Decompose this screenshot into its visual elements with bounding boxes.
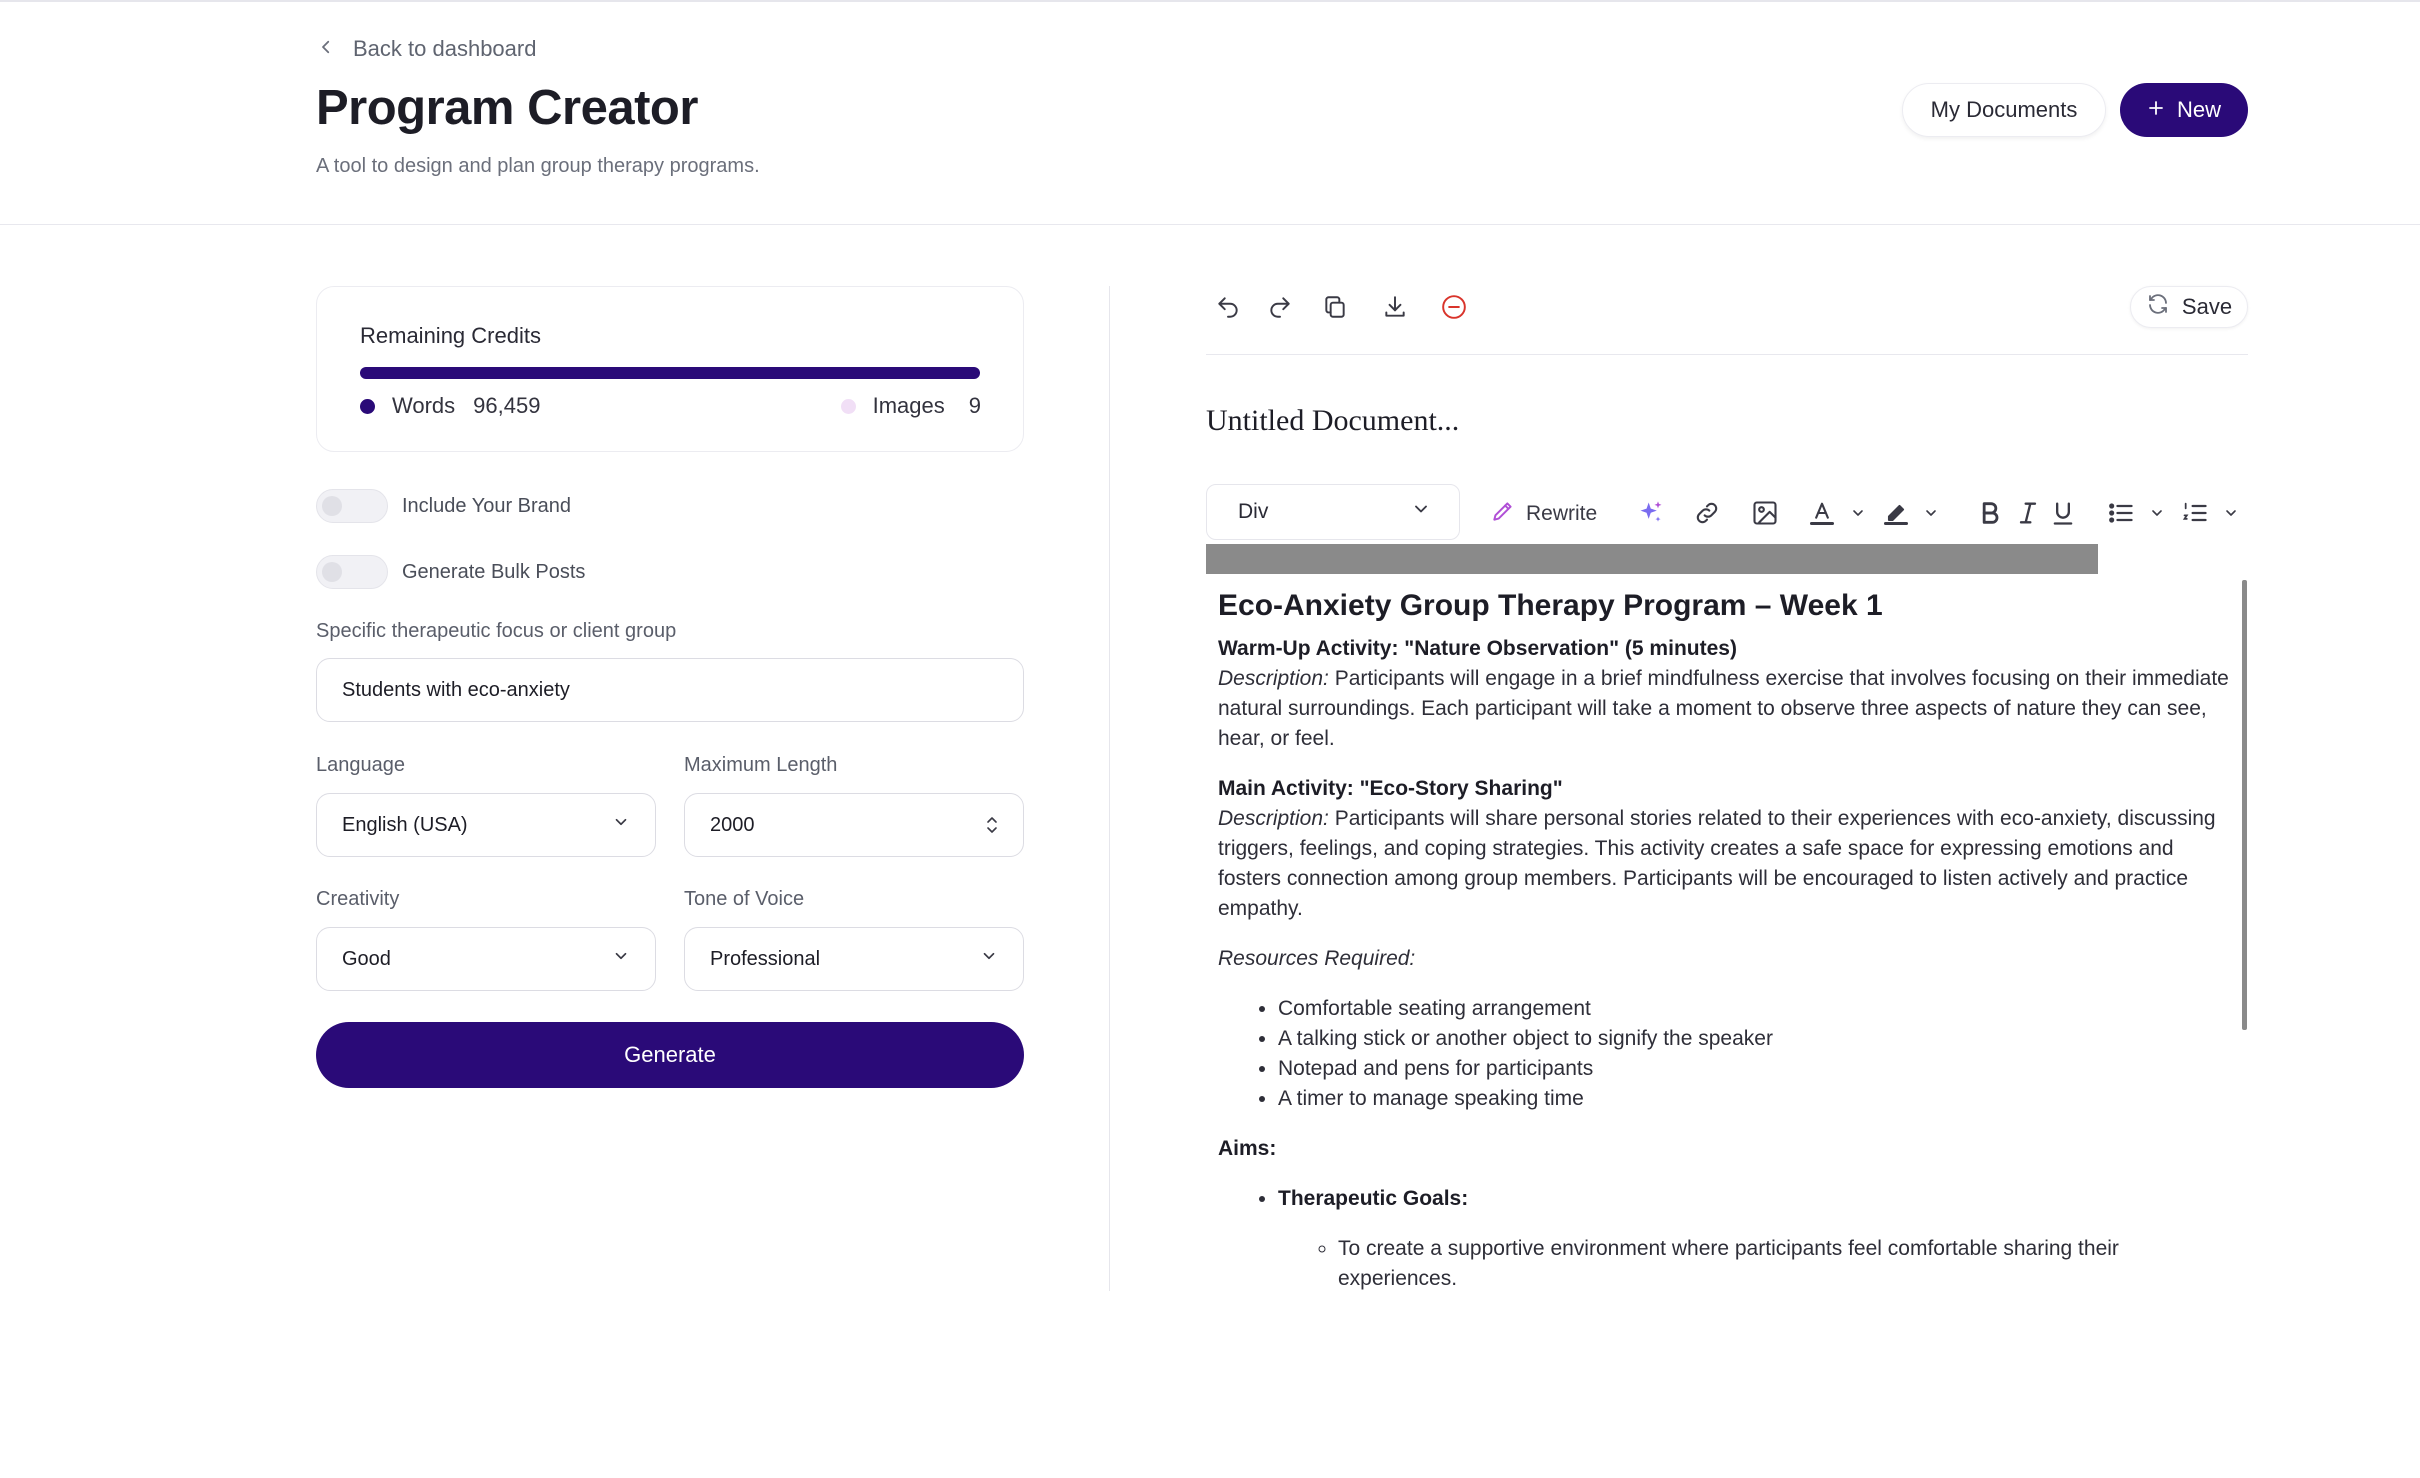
editor-scrollbar[interactable]: [2242, 580, 2247, 1030]
list-item: • Notepad and pens for participants: [1278, 1054, 2236, 1084]
block-type-value: Div: [1238, 500, 1269, 523]
aims-label: Aims:: [1218, 1137, 1277, 1160]
creativity-select[interactable]: [316, 927, 656, 991]
my-documents-label: My Documents: [1930, 97, 2078, 122]
list-item: ◦ To create a supportive environment where participants feel comfortable sharing their experiences.: [1338, 1234, 2236, 1290]
text-color-icon[interactable]: [1808, 498, 1836, 528]
generate-label: Generate: [624, 1042, 716, 1067]
image-icon[interactable]: [1751, 498, 1779, 528]
text-color-chevron-down-icon[interactable]: [1850, 498, 1866, 528]
new-label: New: [2176, 97, 2221, 122]
tone-select[interactable]: [684, 927, 1024, 991]
bold-icon[interactable]: [1976, 498, 2004, 528]
plus-icon: [2147, 97, 2165, 123]
chevron-left-icon: [317, 36, 335, 62]
highlight-icon[interactable]: [1882, 498, 1910, 528]
credits-title: Remaining Credits: [360, 323, 541, 348]
focus-input[interactable]: [316, 658, 1024, 722]
tone-label: Tone of Voice: [684, 888, 805, 910]
new-document-button[interactable]: [2120, 83, 2248, 137]
warmup-description-label: Description:: [1218, 667, 1329, 690]
redo-icon[interactable]: [1265, 292, 1295, 322]
goals-list: [1338, 1234, 2236, 1290]
top-border: [0, 0, 2420, 2]
images-value: 9: [968, 393, 981, 418]
document-title[interactable]: Untitled Document...: [1206, 404, 1460, 437]
chevron-down-icon: [980, 947, 998, 971]
aims-heading: [1218, 1134, 2236, 1164]
toggle-knob: [322, 496, 342, 516]
max-length-value: 2000: [710, 813, 755, 836]
my-documents-button[interactable]: [1902, 83, 2106, 137]
resources-list: [1278, 994, 2236, 1114]
underline-icon[interactable]: [2049, 498, 2077, 528]
images-dot-icon: [841, 399, 856, 414]
save-label: Save: [2181, 294, 2233, 319]
resources-heading: [1218, 944, 2236, 974]
italic-icon[interactable]: [2014, 498, 2042, 528]
resources-label: Resources Required:: [1218, 947, 1416, 970]
chevron-down-icon: [612, 947, 630, 971]
refresh-icon: [2146, 292, 2170, 322]
bulk-posts-row: [316, 555, 585, 589]
include-brand-label: Include Your Brand: [402, 494, 572, 517]
language-value: English (USA): [342, 813, 468, 836]
numbered-list-icon[interactable]: [2181, 498, 2209, 528]
main-activity-paragraph: [1218, 774, 2236, 924]
toggle-knob: [322, 562, 342, 582]
bulk-posts-toggle[interactable]: [316, 555, 388, 589]
words-dot-icon: [360, 399, 375, 414]
include-brand-row: [316, 489, 571, 523]
rewrite-button[interactable]: [1490, 498, 1597, 530]
back-link-label: Back to dashboard: [353, 36, 537, 61]
main-activity-title: Main Activity: "Eco-Story Sharing": [1218, 777, 1563, 800]
bullet-list-icon[interactable]: [2107, 498, 2135, 528]
download-icon[interactable]: [1380, 292, 1410, 322]
copy-icon[interactable]: [1320, 292, 1350, 322]
list-item: • A talking stick or another object to signify the speaker: [1278, 1024, 2236, 1054]
save-button[interactable]: [2130, 286, 2248, 328]
warmup-description: Participants will engage in a brief mindfulness exercise that involves focusing on their immediate natural surroundings. Each participant will take a moment to observe three aspects of nature they can see, hear, or feel.: [1218, 667, 2229, 750]
creativity-label: Creativity: [316, 888, 400, 910]
language-select[interactable]: [316, 793, 656, 857]
numbered-list-chevron-down-icon[interactable]: [2223, 498, 2239, 528]
pencil-icon: [1490, 498, 1516, 530]
rewrite-label: Rewrite: [1526, 502, 1598, 525]
words-label: Words: [392, 393, 456, 418]
max-length-input[interactable]: [684, 793, 1024, 857]
document-editor[interactable]: [1218, 584, 2236, 1290]
words-credits-bar: [360, 367, 980, 379]
include-brand-toggle[interactable]: [316, 489, 388, 523]
remaining-credits-card: [316, 286, 1024, 452]
focus-input-value: Students with eco-anxiety: [342, 678, 570, 701]
creativity-value: Good: [342, 947, 391, 970]
words-value: 96,459: [473, 393, 541, 418]
images-credits: [841, 393, 981, 419]
page-title: Program Creator: [316, 81, 698, 135]
toolbar-divider: [1206, 354, 2248, 355]
main-activity-description: Participants will share personal stories related to their experiences with eco-anxiety, discussing triggers, feelings, and coping strategies. This activity creates a safe space for expressing emotions and fosters connection among group members. Participants will be encouraged to listen actively and practice empathy.: [1218, 807, 2216, 920]
number-stepper-icon[interactable]: [986, 815, 998, 835]
undo-icon[interactable]: [1213, 292, 1243, 322]
editor-progress-bar: [1206, 544, 2098, 574]
clear-document-icon[interactable]: [1439, 292, 1469, 322]
list-item: • A timer to manage speaking time: [1278, 1084, 2236, 1114]
max-length-label: Maximum Length: [684, 754, 838, 776]
header-divider: [0, 224, 2420, 225]
language-label: Language: [316, 754, 405, 776]
therapeutic-goals-label: Therapeutic Goals:: [1278, 1187, 1469, 1210]
focus-label: Specific therapeutic focus or client group: [316, 620, 677, 642]
bulk-posts-label: Generate Bulk Posts: [402, 560, 586, 583]
warmup-paragraph: [1218, 634, 2236, 754]
page-subtitle: A tool to design and plan group therapy programs.: [316, 155, 760, 177]
aims-list: [1278, 1184, 2236, 1290]
main-description-label: Description:: [1218, 807, 1329, 830]
panel-divider: [1109, 286, 1110, 1291]
link-icon[interactable]: [1693, 498, 1721, 528]
block-type-select[interactable]: [1206, 484, 1460, 540]
tone-value: Professional: [710, 947, 821, 970]
bullet-list-chevron-down-icon[interactable]: [2149, 498, 2165, 528]
chevron-down-icon: [1411, 499, 1431, 525]
chevron-down-icon: [612, 813, 630, 837]
back-to-dashboard-link[interactable]: [317, 36, 536, 62]
document-heading: Eco-Anxiety Group Therapy Program – Week 1: [1218, 589, 1883, 622]
images-label: Images: [872, 393, 945, 418]
generate-button[interactable]: [316, 1022, 1024, 1088]
warmup-title: Warm-Up Activity: "Nature Observation" (5 minutes): [1218, 637, 1737, 660]
list-item: • Comfortable seating arrangement: [1278, 994, 2236, 1024]
highlight-chevron-down-icon[interactable]: [1923, 498, 1939, 528]
ai-sparkle-icon[interactable]: [1637, 498, 1665, 528]
therapeutic-goals-item: [1278, 1184, 2236, 1290]
words-credits: [360, 393, 540, 419]
